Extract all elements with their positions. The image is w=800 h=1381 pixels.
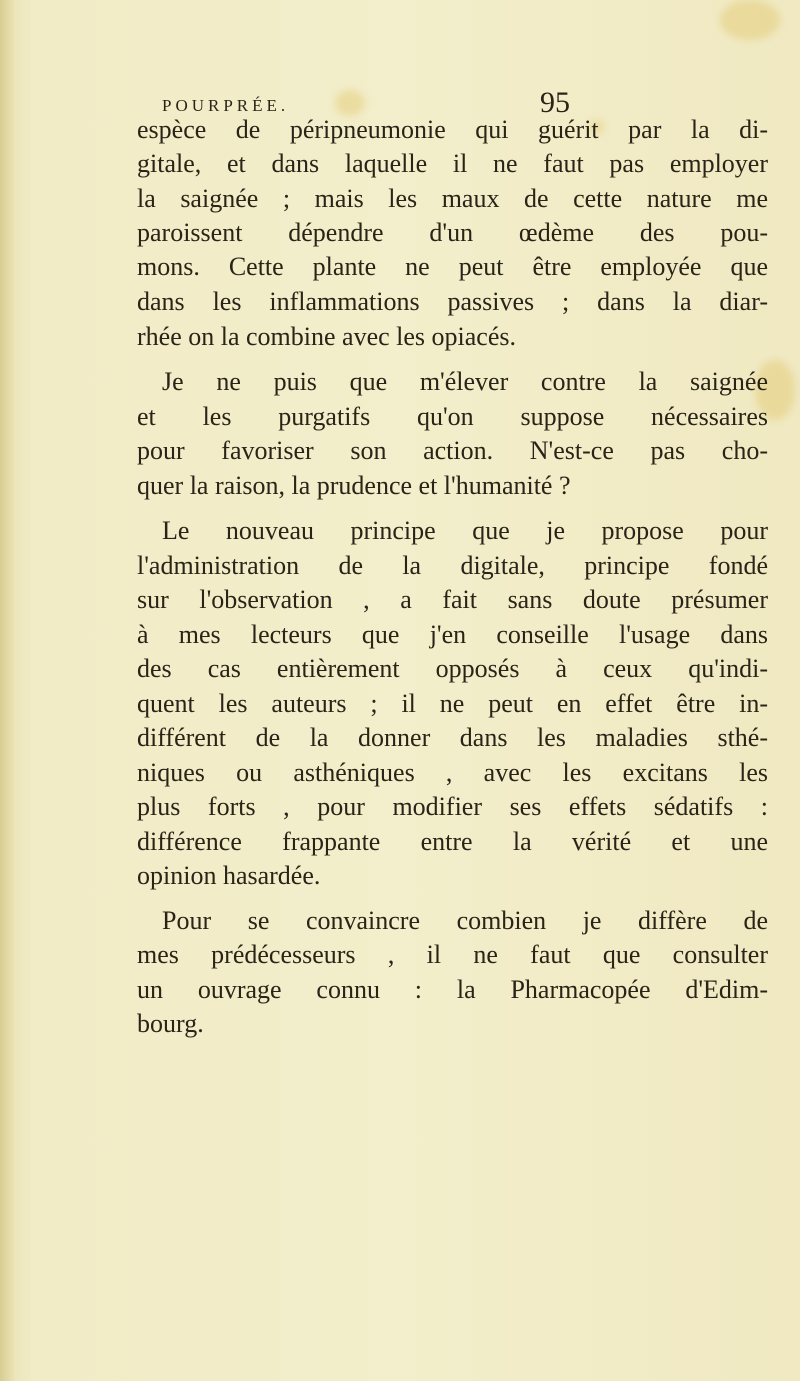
text-line: Pour se convaincre combien je diffère de [162, 906, 768, 935]
text-line: l'administration de la digitale, principe fondé [137, 551, 768, 580]
page-edge [0, 0, 14, 1381]
running-title: POURPRÉE. [162, 96, 290, 115]
page-number: 95 [540, 86, 570, 119]
text-line: sur l'observation , a fait sans doute présumer [137, 585, 768, 614]
text-line: et les purgatifs qu'on suppose nécessaires [137, 402, 768, 431]
text-line: gitale, et dans laquelle il ne faut pas employer [137, 149, 768, 178]
text-line: pour favoriser son action. N'est-ce pas cho- [137, 436, 768, 465]
text-line: Je ne puis que m'élever contre la saignée [162, 367, 768, 396]
text-line: des cas entièrement opposés à ceux qu'indi- [137, 654, 768, 683]
text-line: à mes lecteurs que j'en conseille l'usage dans [137, 620, 768, 649]
text-line: mes prédécesseurs , il ne faut que consulter [137, 940, 768, 969]
text-line: mons. Cette plante ne peut être employée que [137, 252, 768, 281]
text-line: rhée on la combine avec les opiacés. [137, 322, 516, 351]
text-line: différence frappante entre la vérité et une [137, 827, 768, 856]
text-line: niques ou asthéniques , avec les excitans les [137, 758, 768, 787]
text-line: différent de la donner dans les maladies sthé- [137, 723, 768, 752]
text-line: bourg. [137, 1009, 204, 1038]
text-line: espèce de péripneumonie qui guérit par la di- [137, 115, 768, 144]
text-line: un ouvrage connu : la Pharmacopée d'Edim- [137, 975, 768, 1004]
text-line: dans les inflammations passives ; dans la diar- [137, 287, 768, 316]
text-line: la saignée ; mais les maux de cette nature me [137, 184, 768, 213]
text-line: quent les auteurs ; il ne peut en effet être in- [137, 689, 768, 718]
text-line: Le nouveau principe que je propose pour [162, 516, 768, 545]
text-line: quer la raison, la prudence et l'humanité ? [137, 471, 571, 500]
paper-stain [720, 0, 780, 40]
text-line: paroissent dépendre d'un œdème des pou- [137, 218, 768, 247]
text-line: opinion hasardée. [137, 861, 321, 890]
text-line: plus forts , pour modifier ses effets sédatifs : [137, 792, 768, 821]
